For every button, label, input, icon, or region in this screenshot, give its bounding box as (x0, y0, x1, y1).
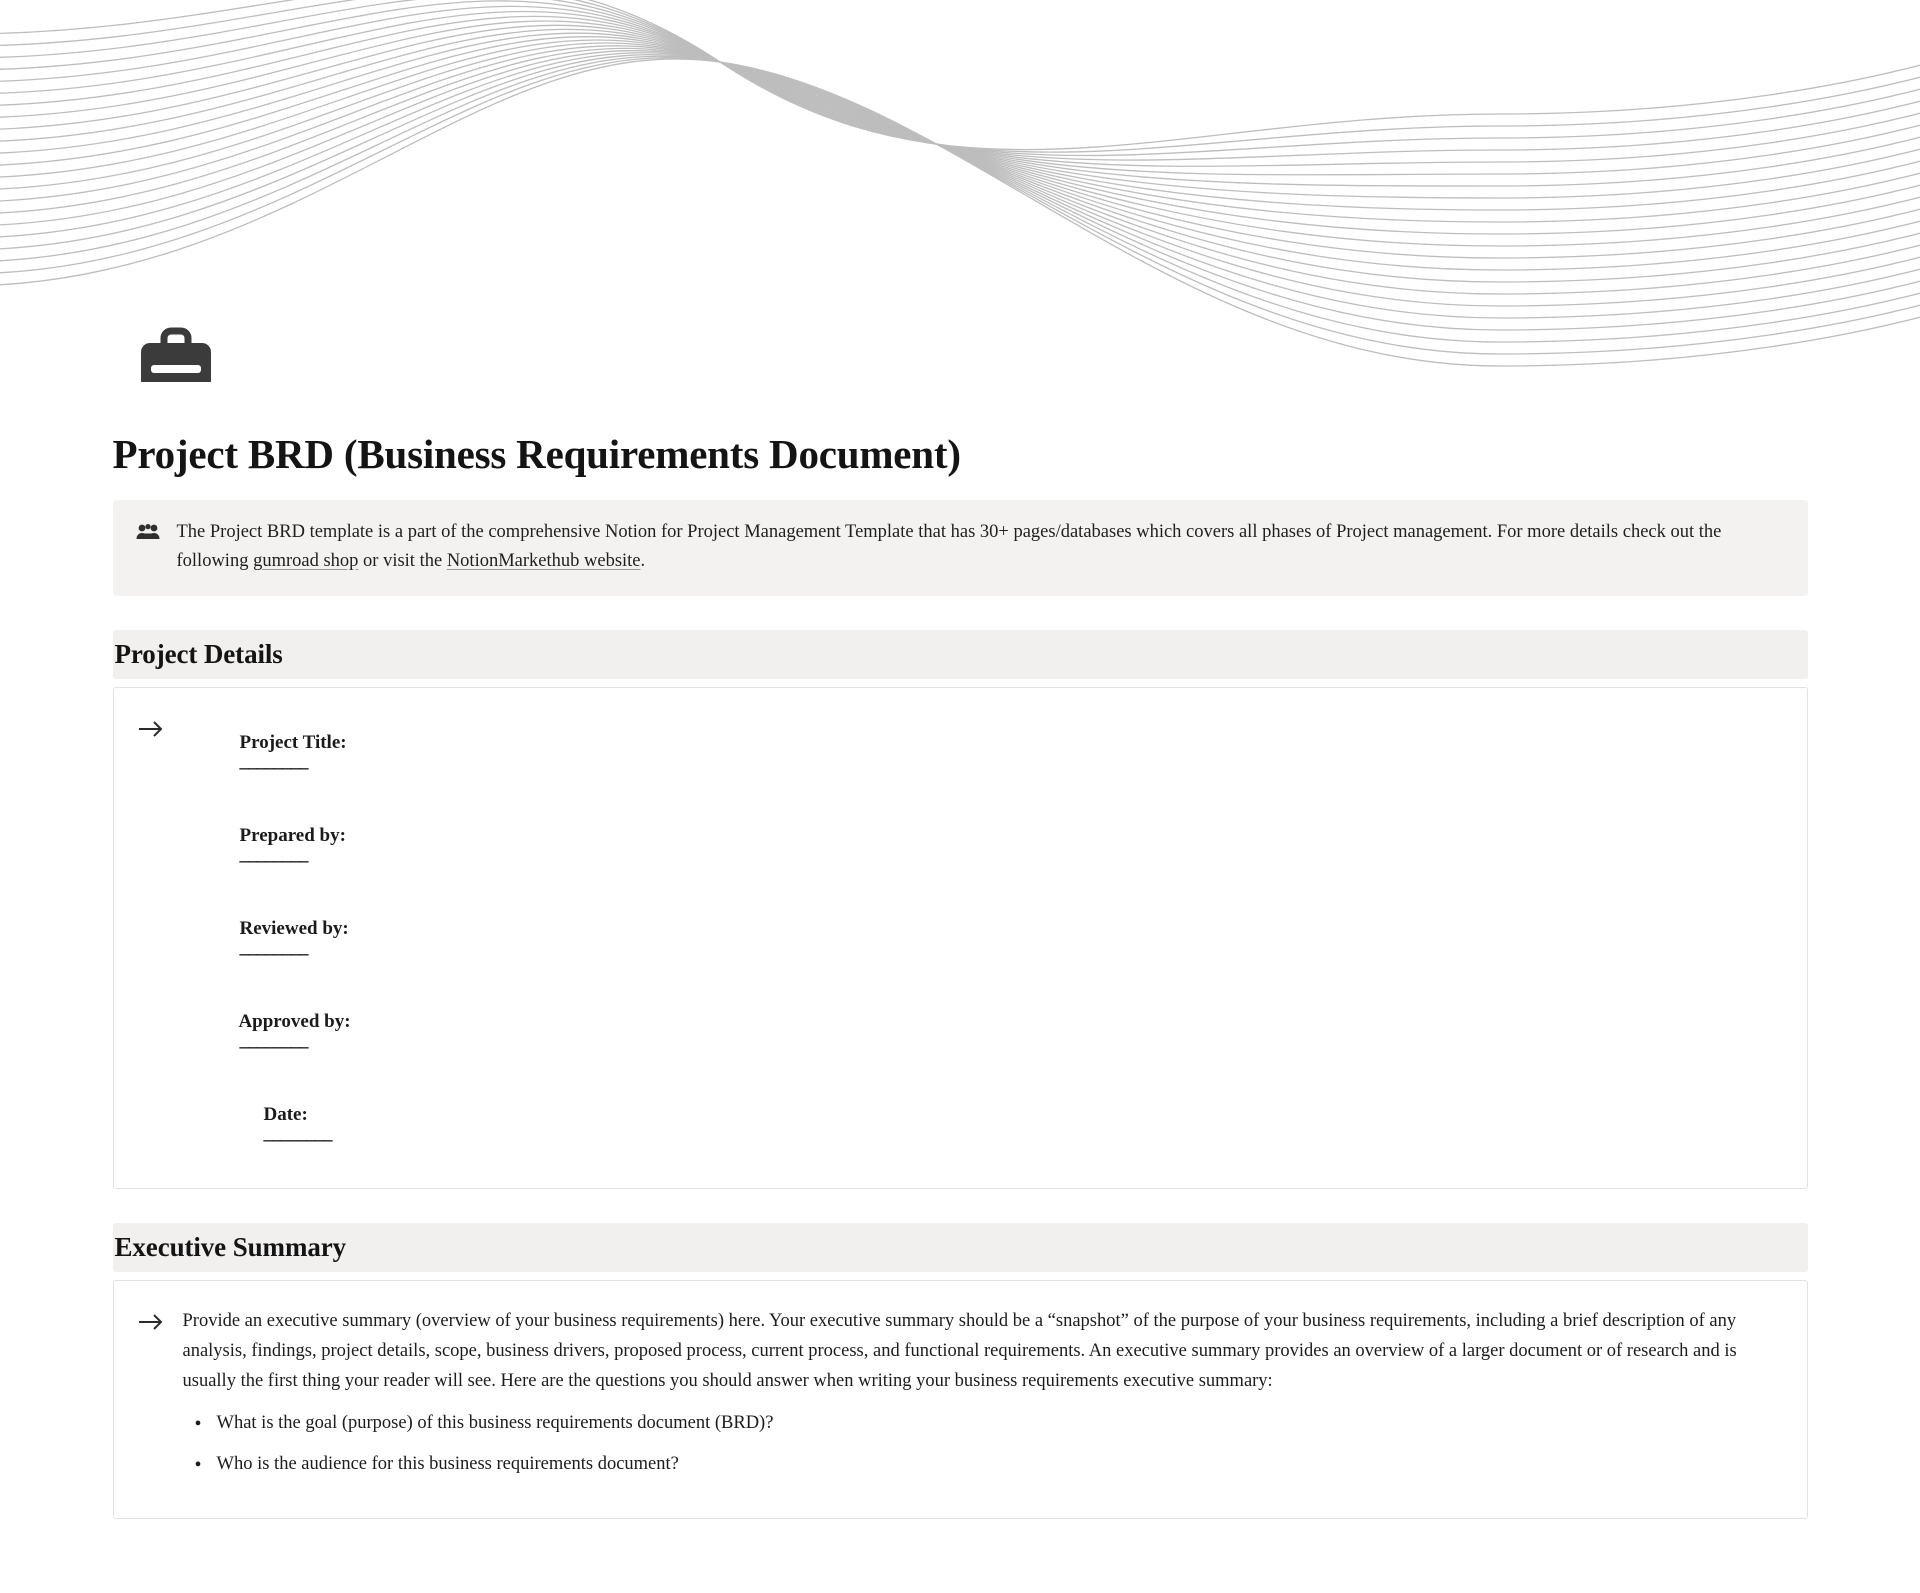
callout-text-part2: or visit the (358, 551, 447, 572)
briefcase-icon (137, 325, 215, 382)
callout-text-part3: . (640, 551, 646, 572)
field-blank[interactable]: ________ (239, 936, 308, 958)
notionmarkethub-link[interactable]: NotionMarkethub website (446, 551, 641, 572)
project-details-block (113, 687, 1808, 1189)
info-callout (113, 500, 1808, 595)
callout-text (177, 518, 1786, 575)
field-label: Approved by: (238, 1010, 351, 1032)
arrow-right-icon (138, 719, 165, 744)
list-item: • Who is the audience for this business requirements document? (213, 1450, 1781, 1480)
executive-summary-paragraph: Provide an executive summary (overview of your business requirements) here. Your executive summary should be a “snapshot” of the purpose of your business requirements, including a brief description of any analysis, findings, project details, scope, business drivers, proposed process, current process, and functional requirements. An executive summary provides an overview of a larger document or of research and is usually the first thing your reader will see. Here are the questions you should answer when writing your business requirements executive summary: (182, 1310, 1737, 1391)
executive-summary-block (113, 1280, 1808, 1519)
section-heading-project-details (113, 630, 1808, 679)
field-reviewed-by (183, 900, 1781, 976)
arrow-right-icon (138, 1312, 165, 1337)
callout-text-part1: The Project BRD template is a part of the comprehensive Notion for Project Management Template that has 30+ pages/databases which covers all phases of Project management. For more details check out the following (176, 522, 1722, 572)
field-blank[interactable]: ________ (239, 750, 308, 772)
field-approved-by (183, 993, 1781, 1069)
field-label: Date: (263, 1103, 308, 1125)
people-icon (135, 522, 161, 549)
executive-summary-questions (183, 1409, 1781, 1480)
field-project-title (183, 714, 1781, 790)
field-prepared-by (183, 807, 1781, 883)
cover-banner (0, 0, 1920, 382)
page-body (0, 382, 1920, 1593)
field-blank[interactable]: ________ (239, 1029, 308, 1051)
section-heading-executive-summary (113, 1223, 1808, 1272)
cover-wave-graphic (0, 0, 1920, 382)
field-blank[interactable]: ________ (239, 843, 308, 865)
field-label: Prepared by: (239, 824, 346, 846)
list-item: • What is the goal (purpose) of this business requirements document (BRD)? (213, 1409, 1781, 1439)
section-title: Project Details (114, 638, 283, 669)
field-blank[interactable]: ________ (263, 1122, 332, 1144)
gumroad-shop-link[interactable]: gumroad shop (253, 551, 359, 572)
field-label: Reviewed by: (239, 917, 349, 939)
page-title: Project BRD (Business Requirements Document) (112, 431, 961, 477)
field-label: Project Title: (239, 731, 347, 753)
field-date (183, 1086, 1781, 1162)
section-title: Executive Summary (114, 1231, 347, 1262)
